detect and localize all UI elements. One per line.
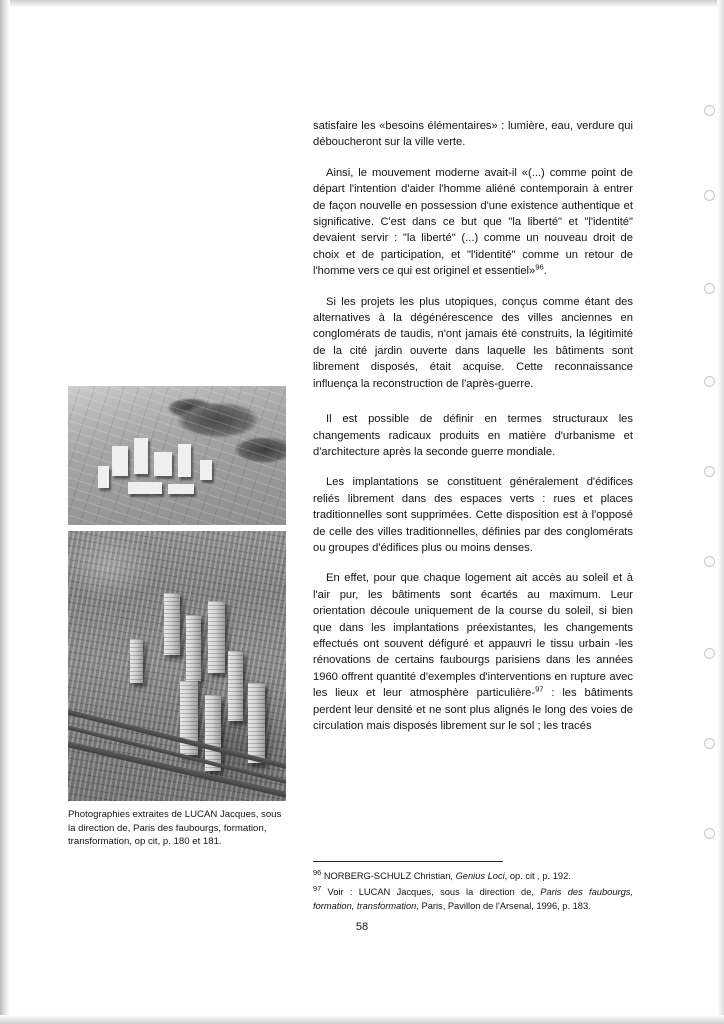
tower-block xyxy=(248,683,265,763)
paragraph-2-tail: . xyxy=(543,265,547,278)
binder-hole-icon xyxy=(704,283,715,294)
model-block xyxy=(134,438,148,474)
binder-hole-icon xyxy=(704,190,715,201)
paragraph-1: satisfaire les «besoins élémentaires» : lumière, eau, verdure qui déboucheront sur la ville verte. xyxy=(313,120,633,149)
footnote-text-before: Voir : LUCAN Jacques, sous la direction de, xyxy=(327,887,541,898)
footnote-number: 97 xyxy=(313,884,322,894)
tower-block xyxy=(164,593,180,655)
tower-block xyxy=(228,651,243,721)
tower-block xyxy=(208,601,225,673)
binder-hole-icon xyxy=(704,738,715,749)
paragraph-6-tail: : les bâtiments perdent leur densité et ne sont plus alignés le long des voies de circulation mais disposés librement sur le sol ; les tracés xyxy=(313,687,633,732)
model-block xyxy=(98,466,109,488)
aerial-architectural-model-photo xyxy=(68,386,286,525)
paragraph-5: Les implantations se constituent généralement d'édifices reliés librement dans des espaces verts : rues et places traditionnelles sont supprimées. Cette disposition est à l'opposé de celle des villes traditionnelles, définies par des conglomérats ou groupes d'édifices plus ou moins denses. xyxy=(313,476,633,554)
footnote-separator xyxy=(313,861,503,862)
photo-texture xyxy=(68,386,286,525)
binder-hole-icon xyxy=(704,376,715,387)
model-block xyxy=(200,460,212,480)
footnote-title-italic: Genius Loci xyxy=(455,871,505,881)
scan-edge-top xyxy=(0,0,724,7)
model-block xyxy=(168,484,194,494)
footnote-ref-97[interactable]: 97 xyxy=(535,684,544,694)
paragraph-2-text: Ainsi, le mouvement moderne avait-il «(...) comme point de départ l'intention d'aider l'homme aliéné contemporain à entrer de façon nouvelle en possession d'une existence authentique et significative. C'est dans ce but que "la liberté" et "l'identité" devaient servir : "la liberté" (...) comme un nouveau droit de choix et de participation, et "l'identité" comme un retour de l'homme vers ce qui est originel et essentiel» xyxy=(313,166,633,278)
footnote-text-after: , op. cit , p. 192. xyxy=(504,871,571,881)
scan-edge-left xyxy=(0,0,10,1024)
footnote-97 xyxy=(313,886,633,913)
body-text-column xyxy=(313,118,633,748)
binder-hole-icon xyxy=(704,105,715,116)
paragraph-3: Si les projets les plus utopiques, conçus comme étant des alternatives à la dégénérescence des villes anciennes en conglomérats de taudis, n'ont jamais été construits, la légitimité de la cité jardin ouverte dans laquelle les bâtiments sont librement disposés, était acquise. Cette reconnaissance influença la reconstruction de l'après-guerre. xyxy=(313,295,633,390)
footnote-text-before: NORBERG-SCHULZ Christian, xyxy=(323,871,456,881)
paragraph-6 xyxy=(313,570,633,734)
footnote-block xyxy=(313,867,633,916)
aerial-city-towers-photo xyxy=(68,531,286,801)
tower-block xyxy=(130,639,143,683)
binder-hole-icon xyxy=(704,556,715,567)
figure-caption: Photographies extraites de LUCAN Jacques, sous la direction de, Paris des faubourgs, formation, transformation, op cit, p. 180 et 181. xyxy=(68,809,282,848)
paragraph-2 xyxy=(313,165,633,280)
tower-block xyxy=(186,615,201,681)
binder-hole-icon xyxy=(704,828,715,839)
footnote-ref-96[interactable]: 96 xyxy=(535,262,544,272)
binder-hole-icon xyxy=(704,648,715,659)
model-block xyxy=(154,452,172,476)
footnote-96 xyxy=(313,867,633,883)
footnote-number: 96 xyxy=(313,867,322,877)
page-number: 58 xyxy=(355,921,369,933)
scan-edge-right xyxy=(717,0,724,1024)
footnote-text-after: , Paris, Pavillon de l'Arsenal, 1996, p. 183. xyxy=(416,900,591,911)
scan-edge-bottom xyxy=(0,1015,724,1024)
binder-hole-icon xyxy=(704,466,715,477)
model-block xyxy=(128,482,162,494)
paragraph-6-text: En effet, pour que chaque logement ait accès au soleil et à l'air pur, les bâtiments sont écartés au maximum. Leur orientation découle uniquement de la course du soleil, si bien que dans les implantations préexistantes, les changements effectués ont souvent défiguré et appauvri le tissu urbain -les rénovations de certains faubourgs parisiens dans les années 1960 offrent quantité d'exemples d'interventions en rupture avec les lieux et leur atmosphère particulière- xyxy=(313,572,633,700)
footnote-title-italic: Paris des faubourgs, formation, transformation xyxy=(313,887,633,911)
model-block xyxy=(178,444,191,477)
model-block xyxy=(112,446,128,476)
paragraph-4: Il est possible de définir en termes structuraux les changements radicaux produits en matière d'urbanisme et d'architecture après la seconde guerre mondiale. xyxy=(313,413,633,458)
